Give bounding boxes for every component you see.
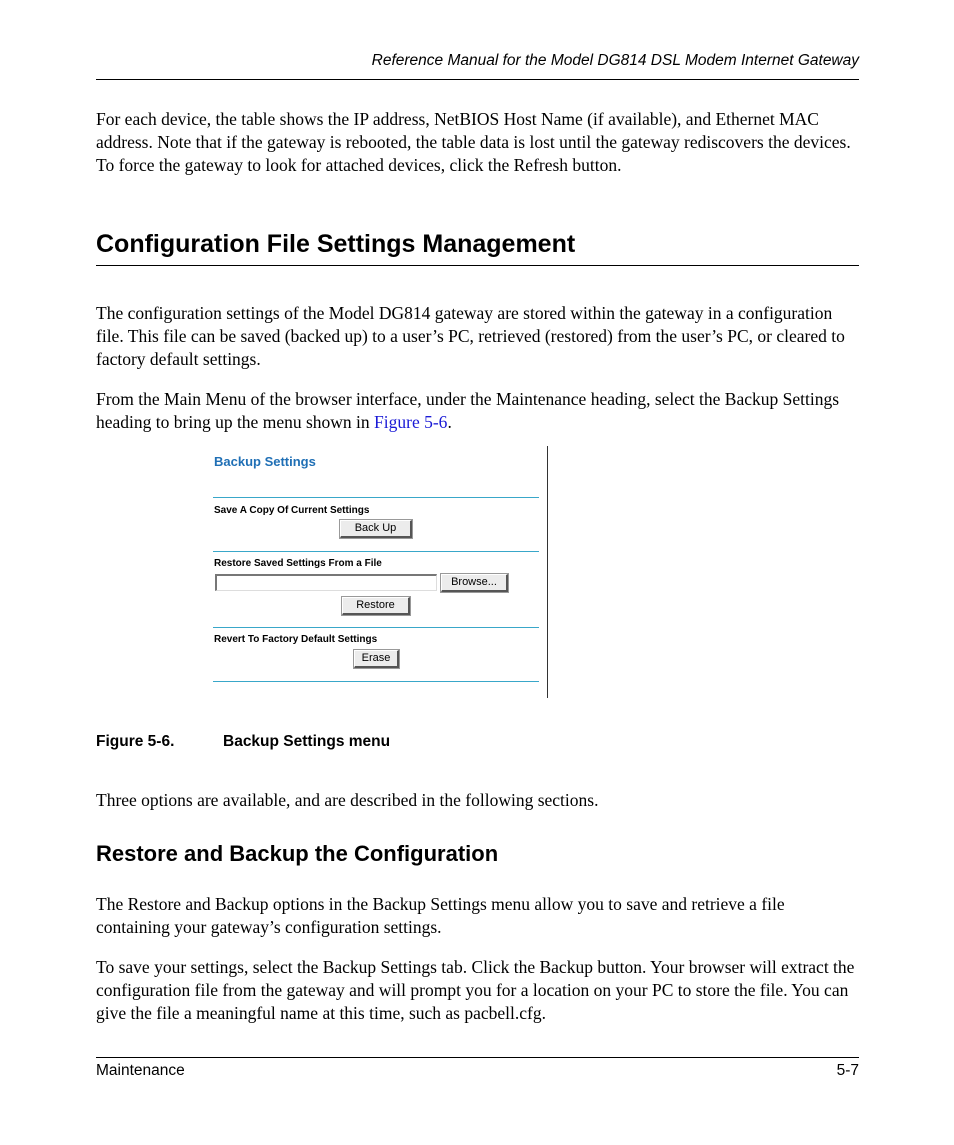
backup-settings-figure bbox=[205, 446, 550, 698]
config-paragraph: The configuration settings of the Model DG814 gateway are stored within the gateway in a configuration file. This file can be saved (backed up) to a user’s PC, retrieved (restored) from the user’s PC, or cleared to factory default settings. bbox=[96, 303, 845, 369]
section-heading-config-file: Configuration File Settings Management bbox=[96, 230, 576, 258]
restore-backup-paragraph: The Restore and Backup options in the Backup Settings menu allow you to save and retrieve a file containing your gateway’s configuration settings. bbox=[96, 894, 785, 937]
section-heading-restore-backup: Restore and Backup the Configuration bbox=[96, 841, 499, 866]
backup-button[interactable]: Back Up bbox=[340, 520, 412, 538]
save-copy-label: Save A Copy Of Current Settings bbox=[214, 505, 370, 516]
file-path-input[interactable] bbox=[215, 574, 437, 591]
restore-button[interactable]: Restore bbox=[342, 597, 410, 615]
figure-caption-text: Backup Settings menu bbox=[223, 733, 391, 750]
figure-divider bbox=[213, 497, 539, 498]
erase-button[interactable]: Erase bbox=[354, 650, 399, 668]
figure-divider bbox=[213, 627, 539, 628]
main-menu-text-end: . bbox=[447, 412, 452, 432]
figure-frame-line bbox=[547, 446, 548, 698]
figure-caption-number: Figure 5-6. bbox=[96, 733, 175, 750]
footer-rule bbox=[96, 1057, 859, 1058]
figure-divider bbox=[213, 681, 539, 682]
backup-settings-title: Backup Settings bbox=[214, 454, 316, 469]
browse-button[interactable]: Browse... bbox=[441, 574, 508, 592]
page-number: 5-7 bbox=[836, 1062, 859, 1079]
figure-divider bbox=[213, 551, 539, 552]
main-menu-text: From the Main Menu of the browser interface, under the Maintenance heading, select the Backup Settings heading to bring up the menu shown in bbox=[96, 389, 840, 432]
section-heading-rule bbox=[96, 265, 859, 266]
main-menu-paragraph bbox=[96, 388, 861, 434]
intro-paragraph: For each device, the table shows the IP address, NetBIOS Host Name (if available), and Ethernet MAC address. Note that if the gateway is rebooted, the table data is lost until the gateway rediscovers the devices. To force the gateway to look for attached devices, click the Refresh button. bbox=[96, 109, 851, 175]
save-settings-paragraph: To save your settings, select the Backup Settings tab. Click the Backup button. Your browser will extract the configuration file from the gateway and will prompt you for a location on your PC to store the file. You can give the file a meaningful name at this time, such as pacbell.cfg. bbox=[96, 957, 855, 1023]
running-header: Reference Manual for the Model DG814 DSL Modem Internet Gateway bbox=[371, 52, 859, 69]
options-paragraph: Three options are available, and are described in the following sections. bbox=[96, 790, 599, 810]
footer-section: Maintenance bbox=[96, 1062, 185, 1079]
revert-factory-label: Revert To Factory Default Settings bbox=[214, 634, 378, 645]
header-rule bbox=[96, 79, 859, 80]
restore-file-label: Restore Saved Settings From a File bbox=[214, 558, 382, 569]
figure-link[interactable]: Figure 5-6 bbox=[374, 412, 448, 432]
